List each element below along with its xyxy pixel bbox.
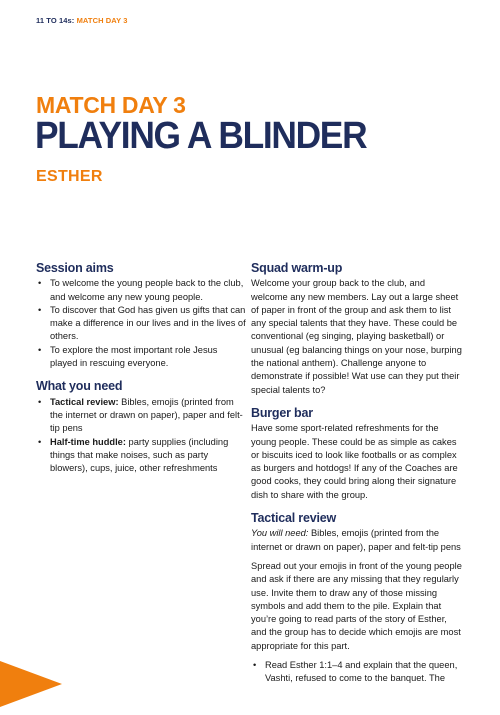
tactical-review-heading: Tactical review xyxy=(251,511,337,526)
left-column xyxy=(36,262,246,475)
session-aims-heading: Session aims xyxy=(36,261,114,275)
tactical-review-list xyxy=(251,659,464,686)
tactical-review-need xyxy=(251,527,464,554)
session-kicker: MATCH DAY 3 xyxy=(36,92,186,118)
need-text: Bibles, emojis (printed from the internet or drawn on paper), paper and felt-tip pens xyxy=(251,528,461,552)
burger-bar-text: Have some sport-related refreshments for the young people. These could be as simple as cakes or biscuits iced to look like footballs or as complex as burgers and hotdogs! If any of the Coaches are good cooks, they could bring along their signature dish to share with the group. xyxy=(251,423,458,500)
list-item: • To welcome the young people back to the club, and welcome any new young people. xyxy=(36,277,246,304)
what-you-need-heading: What you need xyxy=(36,379,123,394)
list-item: • Read Esther 1:1–4 and explain that the queen, Vashti, refused to come to the banquet. The xyxy=(251,659,464,686)
list-item: • To discover that God has given us gifts that can make a difference in our lives and in the lives of others. xyxy=(36,304,246,344)
squad-warm-up-heading: Squad warm-up xyxy=(251,261,343,275)
list-item xyxy=(36,396,246,436)
burger-bar-heading: Burger bar xyxy=(251,405,313,420)
session-aims-list xyxy=(36,277,246,370)
item-text: Bibles, emojis (printed from the internet or drawn on paper), paper and felt-tip pens xyxy=(50,396,243,434)
right-column xyxy=(251,262,464,686)
need-label: You will need: xyxy=(251,528,309,539)
item-label: Half-time huddle: xyxy=(50,436,126,447)
page-subtitle: ESTHER xyxy=(36,168,103,185)
page-title: PLAYING A BLINDER xyxy=(35,115,367,157)
tactical-review-text: Spread out your emojis in front of the young people and ask if there are any missing that they regularly use. Invite them to draw any of those missing symbols and add them to the pile. Explain that you’re going to read parts of the story of Esther, and the group has to decide which emojis are most appropriate for this part. xyxy=(251,560,462,651)
list-item: • To explore the most important role Jesus played in rescuing everyone. xyxy=(36,344,246,371)
running-head-series: 11 TO 14s: xyxy=(36,16,77,25)
list-item xyxy=(36,436,246,476)
running-head-session: MATCH DAY 3 xyxy=(76,16,128,25)
squad-warm-up-text: Welcome your group back to the club, and welcome any new members. Lay out a large sheet of paper in front of the group and ask them to list any special talents that they have. These could be conventional (eg singing, playing basketball) or unusual (eg balancing things on your nose, burping the national anthem). Challenge anyone to demonstrate if possible! Wat use can they put their special talents to? xyxy=(251,278,462,395)
corner-arrow xyxy=(0,661,62,707)
what-you-need-list xyxy=(36,396,246,476)
item-text: party supplies (including things that make noises, such as party blowers), cups, juice, other refreshments xyxy=(50,436,229,474)
running-head xyxy=(36,16,128,25)
item-label: Tactical review: xyxy=(50,396,119,407)
